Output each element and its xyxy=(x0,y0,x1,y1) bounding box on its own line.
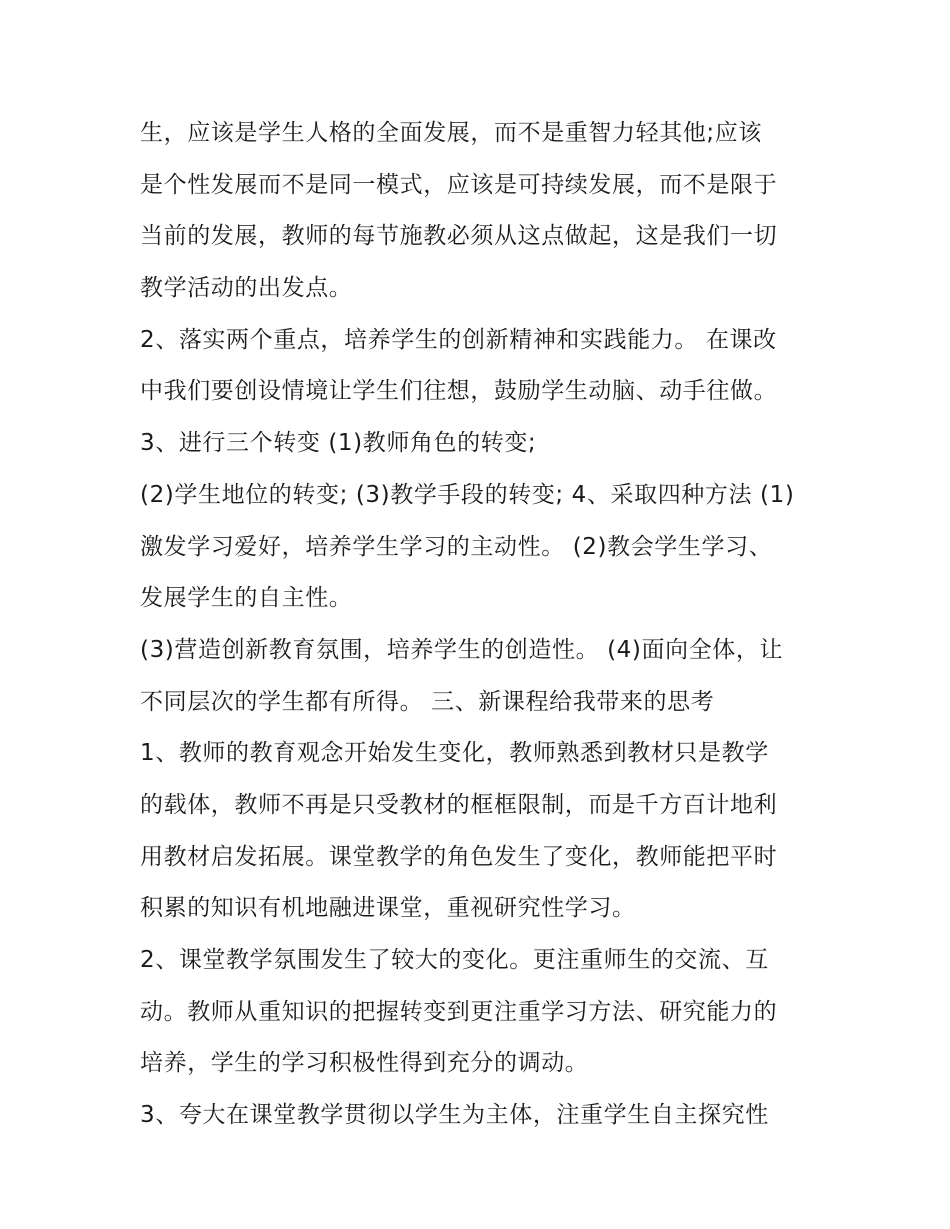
text-line: (3)营造创新教育氛围，培养学生的创造性。 (4)面向全体，让 xyxy=(140,636,784,663)
text-line: 积累的知识有机地融进课堂，重视研究性学习。 xyxy=(140,895,636,922)
text-line: (2)学生地位的转变; (3)教学手段的转变; 4、采取四种方法 (1) xyxy=(140,481,795,508)
text-line: 3、夸大在课堂教学贯彻以学生为主体，注重学生自主探究性 xyxy=(140,1102,769,1129)
text-line: 1、教师的教育观念开始发生变化，教师熟悉到教材只是教学 xyxy=(140,740,769,767)
body-text xyxy=(140,108,820,1142)
text-line: 的载体，教师不再是只受教材的框框限制，而是千方百计地利 xyxy=(140,791,778,818)
text-line: 发展学生的自主性。 xyxy=(140,585,353,612)
text-line: 动。教师从重知识的把握转变到更注重学习方法、研究能力的 xyxy=(140,998,778,1025)
text-line: 2、落实两个重点，培养学生的创新精神和实践能力。 在课改 xyxy=(140,326,777,353)
text-line: 当前的发展，教师的每节施教必须从这点做起，这是我们一切 xyxy=(140,223,778,250)
text-line: 不同层次的学生都有所得。 三、新课程给我带来的思考 xyxy=(140,688,715,715)
text-line: 中我们要创设情境让学生们往想，鼓励学生动脑、动手往做。 xyxy=(140,378,778,405)
text-line: 生，应该是学生人格的全面发展，而不是重智力轻其他;应该 xyxy=(140,120,762,146)
text-line: 是个性发展而不是同一模式，应该是可持续发展，而不是限于 xyxy=(140,171,778,198)
text-line: 2、课堂教学氛围发生了较大的变化。更注重师生的交流、互 xyxy=(140,947,769,973)
text-line: 3、进行三个转变 (1)教师角色的转变; xyxy=(140,430,537,457)
text-line: 用教材启发拓展。课堂教学的角色发生了变化，教师能把平时 xyxy=(140,843,778,870)
text-line: 教学活动的出发点。 xyxy=(140,275,353,302)
text-line: 激发学习爱好，培养学生学习的主动性。 (2)教会学生学习、 xyxy=(140,533,773,560)
text-line: 培养，学生的学习积极性得到充分的调动。 xyxy=(140,1050,589,1077)
